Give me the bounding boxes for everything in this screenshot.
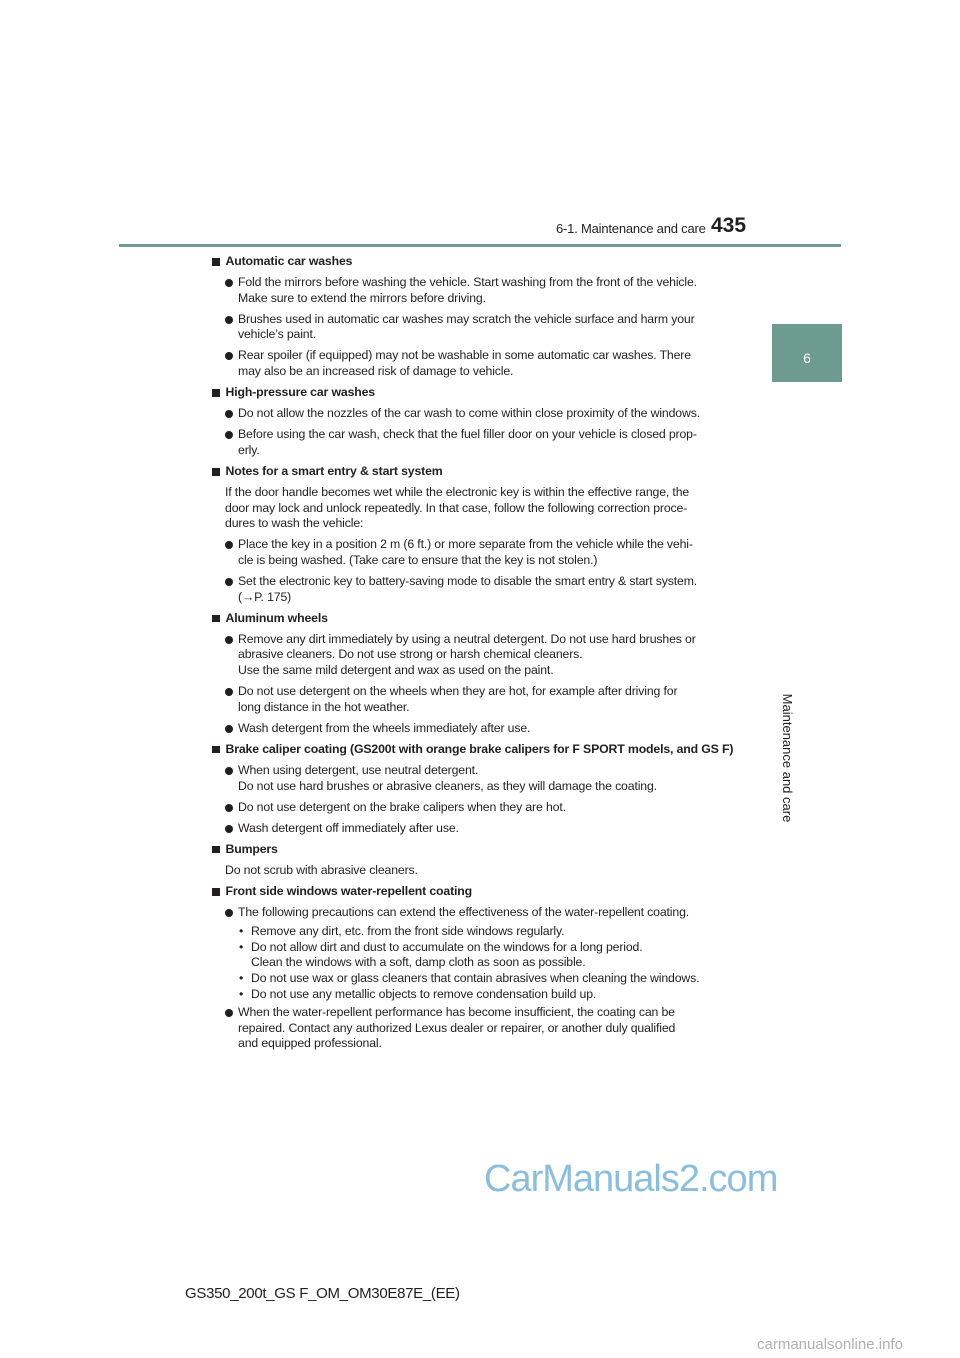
sub-list-item (239, 987, 752, 1003)
list-item-text (238, 905, 752, 921)
body-line: door may lock and unlock repeatedly. In that case, follow the following correction proce- (225, 500, 688, 515)
text-line: Do not allow the nozzles of the car wash to come within close proximity of the windows. (238, 406, 700, 421)
list-item-text (238, 821, 752, 837)
list-item-text (238, 684, 752, 715)
watermark-footer: carmanualsonline.info (757, 1336, 903, 1353)
page-content (212, 254, 752, 1058)
square-bullet-icon (212, 846, 220, 854)
list-item-text (238, 1005, 752, 1052)
sub-list-text (251, 924, 564, 940)
text-line: Fold the mirrors before washing the vehicle. Start washing from the front of the vehicle. (238, 275, 697, 290)
round-bullet-icon (225, 688, 233, 696)
list-item-text (238, 763, 752, 794)
sub-list-text (251, 940, 643, 971)
section (212, 884, 752, 1052)
text-line: Wash detergent off immediately after use. (238, 820, 459, 835)
text-line: Remove any dirt immediately by using a neutral detergent. Do not use hard brushes or (238, 631, 696, 646)
list-item-text (238, 275, 752, 306)
text-line: may also be an increased risk of damage to vehicle. (238, 364, 514, 379)
text-line: Clean the windows with a soft, damp cloth as soon as possible. (251, 955, 586, 970)
section (212, 385, 752, 458)
text-line: Set the electronic key to battery-saving mode to disable the smart entry & start system. (238, 574, 698, 589)
section-heading-text: Automatic car washes (225, 254, 353, 268)
section-body (212, 863, 752, 879)
dot-bullet-icon: • (239, 971, 244, 986)
section-heading-text: Bumpers (225, 841, 278, 856)
section (212, 742, 752, 836)
round-bullet-icon (225, 909, 233, 917)
list-item (212, 574, 752, 605)
list-item (212, 312, 752, 343)
list-item (212, 800, 752, 816)
text-line: long distance in the hot weather. (238, 699, 410, 714)
chapter-tab[interactable] (772, 324, 842, 382)
text-line: abrasive cleaners. Do not use strong or harsh chemical cleaners. (238, 647, 583, 662)
text-line: Do not use hard brushes or abrasive cleaners, as they will damage the coating. (238, 778, 657, 793)
list-item-text (238, 427, 752, 458)
text-line: Wash detergent from the wheels immediately after use. (238, 720, 531, 735)
round-bullet-icon (225, 352, 233, 360)
section-heading-text: Brake caliper coating (GS200t with orange brake calipers for F SPORT models, and GS F) (225, 741, 734, 756)
section-heading (212, 464, 752, 480)
list-item (212, 684, 752, 715)
square-bullet-icon (212, 468, 220, 476)
text-line: The following precautions can extend the effectiveness of the water-repellent coating. (238, 905, 690, 920)
text-line: Do not use detergent on the wheels when they are hot, for example after driving for (238, 684, 678, 699)
section (212, 464, 752, 605)
dot-bullet-icon: • (239, 939, 244, 954)
text-line: vehicle’s paint. (238, 327, 317, 342)
section-heading-text: Notes for a smart entry & start system (225, 464, 443, 479)
list-item (212, 763, 752, 794)
list-item (212, 537, 752, 568)
section-heading (212, 254, 752, 270)
section-heading (212, 611, 752, 627)
list-item (212, 348, 752, 379)
round-bullet-icon (225, 410, 233, 418)
list-item-text (238, 312, 752, 343)
chapter-side-title: Maintenance and care (780, 693, 795, 823)
sub-list (212, 924, 752, 1002)
section-heading (212, 385, 752, 401)
list-item (212, 632, 752, 679)
document-code: GS350_200t_GS F_OM_OM30E87E_(EE) (185, 1285, 460, 1302)
text-line: Do not allow dirt and dust to accumulate on the windows for a long period. (251, 939, 643, 954)
square-bullet-icon (212, 389, 220, 397)
section-heading-text: Aluminum wheels (225, 610, 328, 625)
dot-bullet-icon: • (239, 924, 244, 939)
running-header-section: 6-1. Maintenance and care (556, 221, 706, 236)
header-rule (119, 244, 841, 247)
body-line: If the door handle becomes wet while the electronic key is within the effective range, the (225, 485, 690, 500)
text-line: (→P. 175) (238, 589, 292, 604)
sub-list-text (251, 971, 699, 987)
text-line: Brushes used in automatic car washes may scratch the vehicle surface and harm your (238, 311, 695, 326)
list-item-text (238, 348, 752, 379)
round-bullet-icon (225, 541, 233, 549)
section-heading (212, 842, 752, 858)
text-line: Remove any dirt, etc. from the front side windows regularly. (251, 924, 565, 939)
list-item (212, 427, 752, 458)
round-bullet-icon (225, 804, 233, 812)
sub-list-item (239, 940, 752, 971)
text-line: When the water-repellent performance has become insufficient, the coating can be (238, 1005, 675, 1020)
watermark-logo: CarManuals2.com (484, 1158, 778, 1200)
list-item-text (238, 406, 752, 422)
list-item (212, 1005, 752, 1052)
page-number: 435 (711, 214, 747, 237)
text-line: Rear spoiler (if equipped) may not be washable in some automatic car washes. There (238, 348, 691, 363)
list-item (212, 905, 752, 921)
round-bullet-icon (225, 825, 233, 833)
sub-list-item (239, 924, 752, 940)
round-bullet-icon (225, 636, 233, 644)
chapter-number: 6 (803, 350, 811, 366)
list-item (212, 275, 752, 306)
section-heading-text: Front side windows water-repellent coating (225, 884, 473, 899)
sub-list-item (239, 971, 752, 987)
section-heading (212, 884, 752, 900)
round-bullet-icon (225, 725, 233, 733)
list-item (212, 721, 752, 737)
list-item-text (238, 721, 752, 737)
body-line: dures to wash the vehicle: (225, 516, 364, 531)
text-line: Before using the car wash, check that the fuel filler door on your vehicle is closed prop- (238, 427, 697, 442)
sub-list-text (251, 987, 596, 1003)
list-item-text (238, 800, 752, 816)
square-bullet-icon (212, 888, 220, 896)
text-line: Use the same mild detergent and wax as used on the paint. (238, 663, 554, 678)
text-line: Place the key in a position 2 m (6 ft.) or more separate from the vehicle while the vehi- (238, 537, 693, 552)
round-bullet-icon (225, 431, 233, 439)
text-line: Make sure to extend the mirrors before driving. (238, 290, 486, 305)
round-bullet-icon (225, 279, 233, 287)
text-line: erly. (238, 442, 260, 457)
text-line: cle is being washed. (Take care to ensure that the key is not stolen.) (238, 553, 598, 567)
list-item (212, 406, 752, 422)
section-heading-text: High-pressure car washes (225, 385, 375, 400)
round-bullet-icon (225, 578, 233, 586)
section (212, 254, 752, 380)
text-line: When using detergent, use neutral detergent. (238, 763, 479, 778)
round-bullet-icon (225, 316, 233, 324)
round-bullet-icon (225, 1009, 233, 1017)
list-item-text (238, 574, 752, 605)
body-line: Do not scrub with abrasive cleaners. (225, 863, 418, 877)
section (212, 842, 752, 879)
text-line: Do not use wax or glass cleaners that contain abrasives when cleaning the windows. (251, 971, 700, 986)
round-bullet-icon (225, 767, 233, 775)
list-item-text (238, 632, 752, 679)
list-item (212, 821, 752, 837)
section-heading (212, 742, 752, 758)
square-bullet-icon (212, 615, 220, 623)
text-line: Do not use any metallic objects to remove condensation build up. (251, 986, 597, 1001)
square-bullet-icon (212, 258, 220, 266)
list-item-text (238, 537, 752, 568)
text-line: and equipped professional. (238, 1036, 382, 1051)
dot-bullet-icon: • (239, 986, 244, 1001)
text-line: repaired. Contact any authorized Lexus dealer or repairer, or another duly qualified (238, 1020, 676, 1035)
square-bullet-icon (212, 746, 220, 754)
section (212, 611, 752, 737)
section-body (212, 485, 752, 532)
text-line: Do not use detergent on the brake calipers when they are hot. (238, 799, 566, 814)
